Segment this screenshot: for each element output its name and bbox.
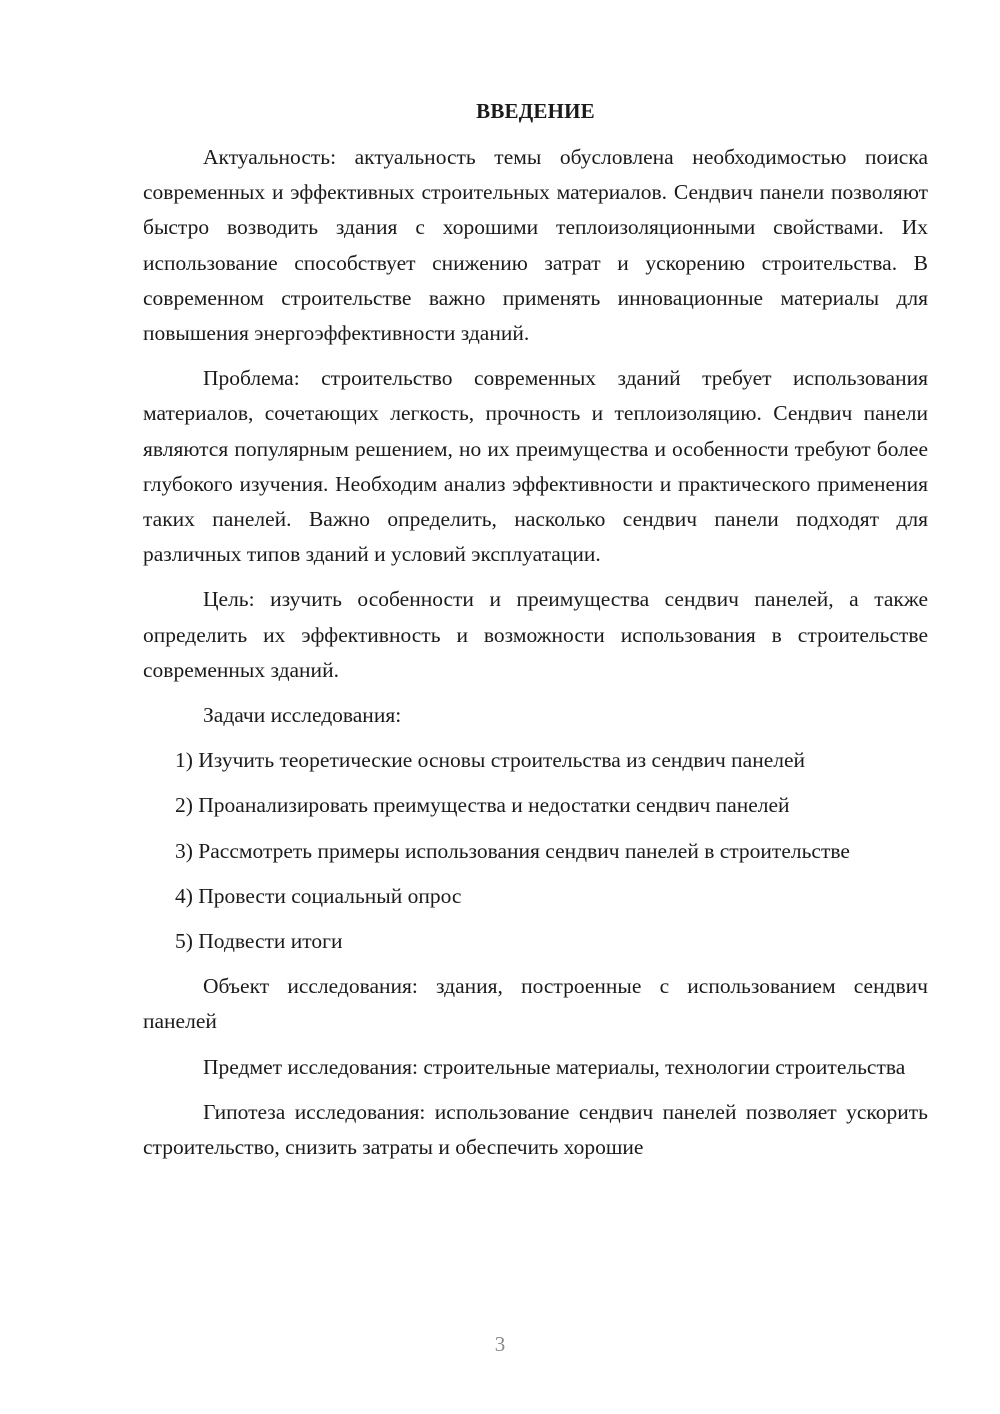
list-item: 5) Подвести итоги [175, 929, 343, 954]
paragraph-tasks-heading: Задачи исследования: [203, 703, 402, 728]
list-item: 1) Изучить теоретические основы строительства из сендвич панелей [175, 748, 806, 773]
list-item: 4) Провести социальный опрос [175, 883, 462, 908]
paragraph-problem: Проблема: строительство современных зданий требует использования материалов, сочетающих легкость, прочность и теплоизоляцию. Сендвич панели являются популярным решением, но их преимущества и особенности требуют более глубокого изучения. Необходим анализ эффективности и практического применения таких панелей. Важно определить, насколько сендвич панели подходят для различных типов зданий и условий эксплуатации. [143, 366, 928, 567]
paragraph-goal: Цель: изучить особенности и преимущества сендвич панелей, а также определить их эффективность и возможности использования в строительстве современных зданий. [143, 587, 928, 682]
page-content [143, 96, 928, 1175]
paragraph-object: Объект исследования: здания, построенные с использованием сендвич панелей [143, 974, 928, 1034]
page-number: 3 [494, 1332, 506, 1356]
paragraph-hypothesis: Гипотеза исследования: использование сендвич панелей позволяет ускорить строительство, снизить затраты и обеспечить хорошие [143, 1099, 928, 1160]
page-title: ВВЕДЕНИЕ [476, 99, 595, 123]
list-item: 2) Проанализировать преимущества и недостатки сендвич панелей [175, 793, 790, 818]
paragraph-relevance: Актуальность: актуальность темы обусловлена необходимостью поиска современных и эффективных строительных материалов. Сендвич панели позволяют быстро возводить здания с хорошими теплоизоляционными свойствами. Их использование способствует снижению затрат и ускорению строительства. В современном строительстве важно применять инновационные материалы для повышения энергоэффективности зданий. [143, 145, 928, 346]
list-item: 3) Рассмотреть примеры использования сендвич панелей в строительстве [175, 838, 850, 863]
paragraph-subject: Предмет исследования: строительные материалы, технологии строительства [203, 1054, 906, 1079]
